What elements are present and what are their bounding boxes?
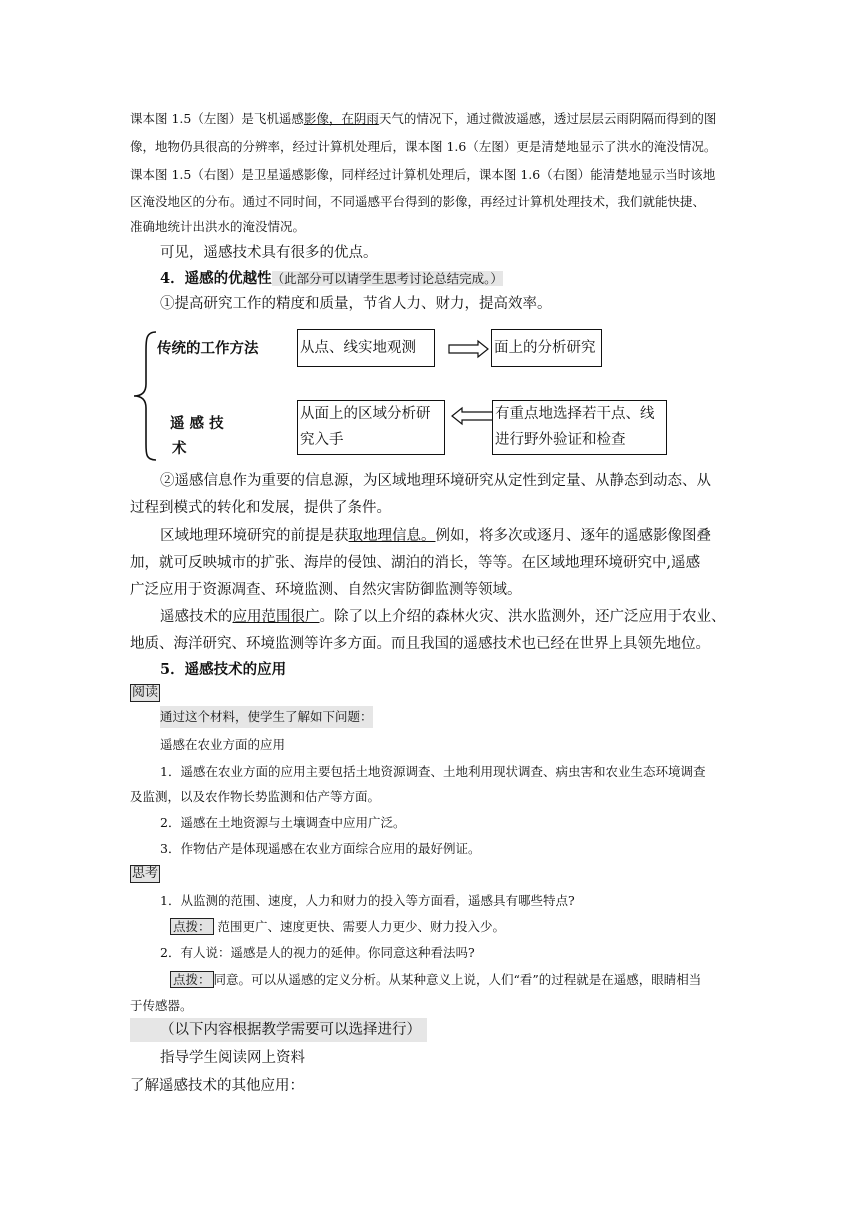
text-line: 像，地物仍具很高的分辨率，经过计算机处理后，课本图 1.6（左图）更是清楚地显示了洪水的淹没情况。 <box>130 139 717 154</box>
row-label-remote-sensing: 术 <box>172 440 187 457</box>
row-label-remote-sensing: 遥 感 技 <box>170 415 224 432</box>
reading-intro: 通过这个材料，使学生了解如下问题： <box>160 706 373 728</box>
text-line: 指导学生阅读网上资料 <box>160 1050 305 1066</box>
underlined-text: 影像，在阴雨 <box>303 111 379 126</box>
flow-box: 面上的分析研究 <box>491 329 602 367</box>
text-line <box>160 602 726 632</box>
text-line: 可见，遥感技术具有很多的优点。 <box>160 245 378 261</box>
text-fragment: 例如，将多次或逐月、逐年的遥感影像图叠 <box>435 528 711 544</box>
answer <box>170 914 505 940</box>
heading-text: 4．遥感的优越性 <box>160 270 272 287</box>
list-item: 1．遥感在农业方面的应用主要包括土地资源调查、土地利用现状调查、病虫害和农业生态环境调查 <box>160 764 706 779</box>
list-item: 及监测，以及农作物长势监测和估产等方面。 <box>130 789 381 804</box>
text-fragment: 课本图 1.5（左图）是飞机遥感 <box>130 111 304 126</box>
thinking-tag: 思考 <box>132 866 159 881</box>
answer-text: 范围更广、速度更快、需要人力更少、财力投入少。 <box>217 919 506 934</box>
text-line: 加，就可反映城市的扩张、海岸的侵蚀、湖泊的消长，等等。在区域地理环境研究中,遥感 <box>130 555 701 571</box>
section-heading: 5．遥感技术的应用 <box>160 661 287 678</box>
text-line: 地质、海洋研究、环境监测等许多方面。而且我国的遥感技术也已经在世界上具领先地位。 <box>130 636 710 652</box>
answer-text: 同意。可以从遥感的定义分析。从某种意义上说，人们“看”的过程就是在遥感，眼睛相当 <box>213 972 702 987</box>
flow-box: 从点、线实地观测 <box>297 329 435 367</box>
row-label-traditional: 传统的工作方法 <box>157 340 259 357</box>
question: 1．从监测的范围、速度，人力和财力的投入等方面看，遥感具有哪些特点? <box>160 893 575 908</box>
text-line: ①提高研究工作的精度和质量，节省人力、财力，提高效率。 <box>160 296 552 312</box>
text-line <box>160 521 711 551</box>
text-line: 了解遥感技术的其他应用： <box>130 1078 304 1094</box>
text-fragment: 。除了以上介绍的森林火灾、洪水监测外，还广泛应用于农业、 <box>319 609 726 625</box>
text-line: 课本图 1.5（右图）是卫星遥感影像，同样经过计算机处理后，课本图 1.6（右图）能清楚地显示当时该地 <box>130 167 716 182</box>
text-fragment: 区域地理环境研究的前提是获 <box>160 528 349 544</box>
text-line: 广泛应用于资源凋查、环境监测、自然灾害防御监测等领域。 <box>130 582 522 598</box>
flow-box: 从面上的区域分析研究入手 <box>297 400 445 455</box>
left-arrow-icon <box>450 406 494 426</box>
text-line: ②遥感信息作为重要的信息源，为区域地理环境研究从定性到定量、从静态到动态、从 <box>160 473 711 489</box>
heading-note: （此部分可以请学生思考讨论总结完成。） <box>271 271 503 286</box>
underlined-text: 取地理信息。 <box>348 528 436 544</box>
tip-label: 点拨： <box>170 918 214 935</box>
flow-box: 有重点地选择若干点、线进行野外验证和检查 <box>492 400 667 455</box>
right-arrow-icon <box>448 339 490 359</box>
answer-continued: 于传感器。 <box>130 998 193 1013</box>
reading-title: 遥感在农业方面的应用 <box>160 737 286 752</box>
text-fragment: 天气的情况下，通过微波遥感，透过层层云雨阴隔而得到的图 <box>378 111 717 126</box>
question: 2．有人说：遥感是人的视力的延伸。你同意这种看法吗? <box>160 945 475 960</box>
optional-note: （以下内容根据教学需要可以选择进行） <box>130 1018 427 1042</box>
text-line: 过程到模式的转化和发展，提供了条件。 <box>130 500 391 516</box>
underlined-text: 应用范围很广 <box>232 609 320 625</box>
list-item: 3．作物估产是体现遥感在农业方面综合应用的最好例证。 <box>160 841 481 856</box>
text-line <box>130 106 716 132</box>
answer <box>170 967 701 993</box>
text-line: 区淹没地区的分布。通过不同时间，不同遥感平台得到的影像，再经过计算机处理技术，我们就能快捷、 <box>130 194 706 209</box>
list-item: 2．遥感在土地资源与土壤调查中应用广泛。 <box>160 815 406 830</box>
text-fragment: 遥感技术的 <box>160 609 233 625</box>
text-line: 准确地统计出洪水的淹没情况。 <box>130 219 306 234</box>
reading-tag: 阅读 <box>132 685 159 700</box>
tip-label: 点拨： <box>170 971 214 988</box>
